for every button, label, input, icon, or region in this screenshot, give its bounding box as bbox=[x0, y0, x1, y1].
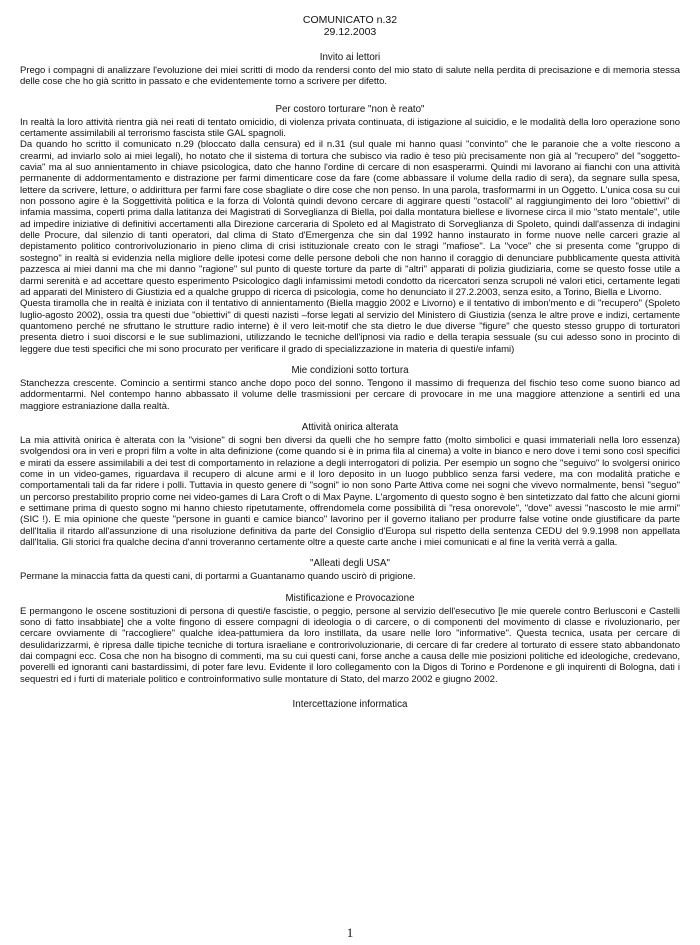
section-onirica bbox=[20, 422, 680, 548]
section-non-e-reato bbox=[20, 104, 680, 355]
section-mistificazione bbox=[20, 593, 680, 685]
section-title: Intercettazione informatica bbox=[292, 699, 408, 711]
section-title: Attività onirica alterata bbox=[301, 421, 399, 433]
page-number: 1 bbox=[346, 925, 354, 940]
section-title: "Alleati degli USA" bbox=[310, 558, 390, 570]
section-title: Mistificazione e Provocazione bbox=[285, 592, 415, 604]
paragraph: Stanchezza crescente. Comincio a sentirmi stanco anche dopo poco del sonno. Tengono il massimo di frequenza del fischio teso come suono bianco ad addormentarmi. Nel contempo hanno abbassato il volume delle trasmissioni per cercare di provocare in me una maggiore attenzione a sentirli ed una maggiore estraniazione dalla realtà. bbox=[20, 377, 680, 412]
paragraph: In realtà la loro attività rientra già nei reati di tentato omicidio, di violenza privata continuata, di istigazione al suicidio, e le modalità della loro operazione sono certamente assimilabili al terrorismo fascista stile GAL spagnoli. bbox=[20, 116, 680, 140]
paragraph: Questa tiramolla che in realtà è iniziata con il tentativo di annientamento (Biella maggio 2002 e Livorno) e il tentativo di imbon'mento e di "recupero" (Spoleto luglio-agosto 2002), ossia tra questi due "obiettivi" di questi nazisti –forse legati al servizio del Ministero di Giustizia (senza le altre prove e indizi, certamente quantomeno perché ne sfruttano le strutture radio interne) è il vero leit-motif che sta dietro le due diverse "figure" che questo stesso gruppo di torturatori presenta dietro i suoi discorsi e le sue sublimazioni, utilizzando le tecniche dell'ipnosi via radio e della terapia sessuale (su cui adesso sono in procinto di leggere due testi specifici che mi sono procurato per verificare il grado di specializzazione in materia di questi/e infami) bbox=[20, 298, 680, 355]
section-invito bbox=[20, 52, 680, 88]
section-title: Invito ai lettori bbox=[319, 52, 381, 63]
section-title: Per costoro torturare "non è reato" bbox=[275, 103, 425, 115]
communique-title: COMUNICATO n.32 bbox=[302, 14, 398, 26]
paragraph: La mia attività onirica è alterata con la "visione" di sogni ben diversi da quelli che ho sempre fatto (molto simbolici e quasi immateriali nella loro essenza) svolgendosi ora in veri e propri film a volte in alta definizione (come quando si è in prima fila al cinema) a volte in bianco e nero dove i temi sono così specifici e mirati da essere assimilabili a dei test di comportamento in relazione a degli interrogatori di polizia. Per esempio un sogno che "seguivo" lo svolgersi onirico come in un video-games, riguardava il recupero di alcune armi e il loro deposito in un luogo pubblico senza farsi vedere, ma con modalità pratiche e comportamentali tali da far ridere i polli. Tuttavia in questo genere di "sogni" io non sono Parte Attiva come nei sogni che vivevo normalmente, bensì "seguo" un percorso prestabilito proprio come nei video-games di Lara Croft o di Max Payne. L'argomento di questo sogno è ben sintetizzato dal fatto che alcuni giorni e settimane prima di questo sogno mi hanno chiesto ripetutamente, offrendomela come possibilità di "resa onorevole", "dove" avessi "nascosto le mie armi" (SIC !). E mia opinione che queste "persone in guanti e camice bianco" lavorino per il governo italiano per produrre false votine onde giustificare da parte dell'Italia il ritardo all'assunzione di una risoluzione definitiva da parte del Consiglio d'Europa sul rispetto della sentenza CEDU del 9.9.1998 non appellata dall'Italia. Gli storici fra qualche decina d'anni troveranno certamente oltre a queste carte anche i miei comunicati e al fine la verità verrà a galla. bbox=[20, 434, 680, 549]
section-condizioni bbox=[20, 365, 680, 412]
section-title: Mie condizioni sotto tortura bbox=[291, 364, 409, 376]
section-intercettazione bbox=[20, 699, 680, 711]
communique-date: 29.12.2003 bbox=[323, 26, 377, 38]
paragraph: E permangono le oscene sostituzioni di persona di questi/e fascistie, o peggio, persone al servizio dell'esecutivo [le mie querele contro Berlusconi e Castelli sono di fatto insabbiate] che a volte fingono di essere compagni di ideologia o di carcere, o di componenti del movimento di classe e rivoluzionario, per cercare ovviamente di "raccogliere" qualche idea-pattumiera da loro instillata, da usare nelle loro "informative". Questa tecnica, usata per cercare di desulidarizzarmi, è ripresa dalle tipiche tecniche di tortura israeliane e controrivoluzionarie, di cercare di far credere al torturato di essere stato abbandonato dai compagni ecc. Cosa che non ha bisogno di commenti, ma su cui questi cani, forse anche a causa delle mie posizioni politiche ed ideologiche, credevano, poverelli ed ignoranti cani bastardissimi, di poter fare levu. Evidente il loro collegamento con la Digos di Torino e Pordenone e gli inquirenti di Bologna, dati i sequestri ed i furti di materiale politico e controinformativo sulle montature di Stato, del marzo 2002 e giugno 2002. bbox=[20, 605, 680, 685]
paragraph: Da quando ho scritto il comunicato n.29 (bloccato dalla censura) ed il n.31 (sul quale mi hanno quasi "convinto" che le paranoie che a volte riescono a crearmi, ad inviarlo solo ai miei legali), ho notato che il sistema di tortura che subisco via radio è teso più precisamente non già al "recupero" del "soggetto-cavia" ma al suo annientamento in chiave psicologica, dato che hanno l'ordine di cercare di non esasperarmi. Quindi mi lavorano ai fianchi con una attività permanente di addormentamento e distrazione per farmi dimenticare cose da fare (come abbassare il volume della radio di sera), da segnare sulla spesa, lettere da scrivere, letture, o addirittura per farmi fare cose sbagliate o dire cose che non penso. In una parola, trasformarmi in un Oggetto. L'unica cosa su cui non possono agire è la Soggettività politica e la forza di Volontà quindi devono cercare di aggirare questi "ostacoli" al raggiungimento dei loro "obiettivi" di infamia massima, coperti prima dalla latitanza dei Magistrati di Sorveglianza di Biella, poi dalla montatura biellese e livornese circa il mio "stato mentale", utile ad impedire iniziative di definitivi accertamenti alla Direzione carceraria di Spoleto ed al Magistrato di Sorveglianza di Spoleto, quindi dall'assenza di indagini delle Procure, dal silenzio di tanti operatori, dal clima di Stato d'Emergenza che sin dal 1992 hanno instaurato in forme nuove nelle carceri grazie al depistamento politico controrivoluzionario in pieno clima di crisi istituzionale creato con le stragi "mafiose". La "voce" che si presenta come "gruppo di sostegno" in realtà si evidenzia nella migliore delle ipotesi come delle persone deboli che non hanno il coraggio di denunciare pubblicamente questa attività pazzesca ai miei danni ma che mi danno "ragione" sul punto di queste torture da parte di "altri" apparati di polizia giudiziaria, come se questo fosse utile a darmi serenità e ad accettare questo esperimento Psicologico dagli infamissimi metodi condotto da ricercatori senza scrupoli né valori etici, certamente legati ad apparati del Ministero di Giustizia ed a qualche gruppo di ricerca di psicologia, come ho denunciato il 27.2.2003, senza esito, a Torino, Biella e Livorno. bbox=[20, 139, 680, 298]
section-alleati bbox=[20, 558, 680, 582]
paragraph: Permane la minaccia fatta da questi cani, di portarmi a Guantanamo quando uscirò di prigione. bbox=[20, 571, 416, 583]
paragraph: Prego i compagni di analizzare l'evoluzione dei miei scritti di modo da rendersi conto del mio stato di salute nella perdita di precisazione e di memoria stessa delle cose che ho già scritto in passato e che evidentemente torno a scrivere per difetto. bbox=[20, 65, 680, 88]
